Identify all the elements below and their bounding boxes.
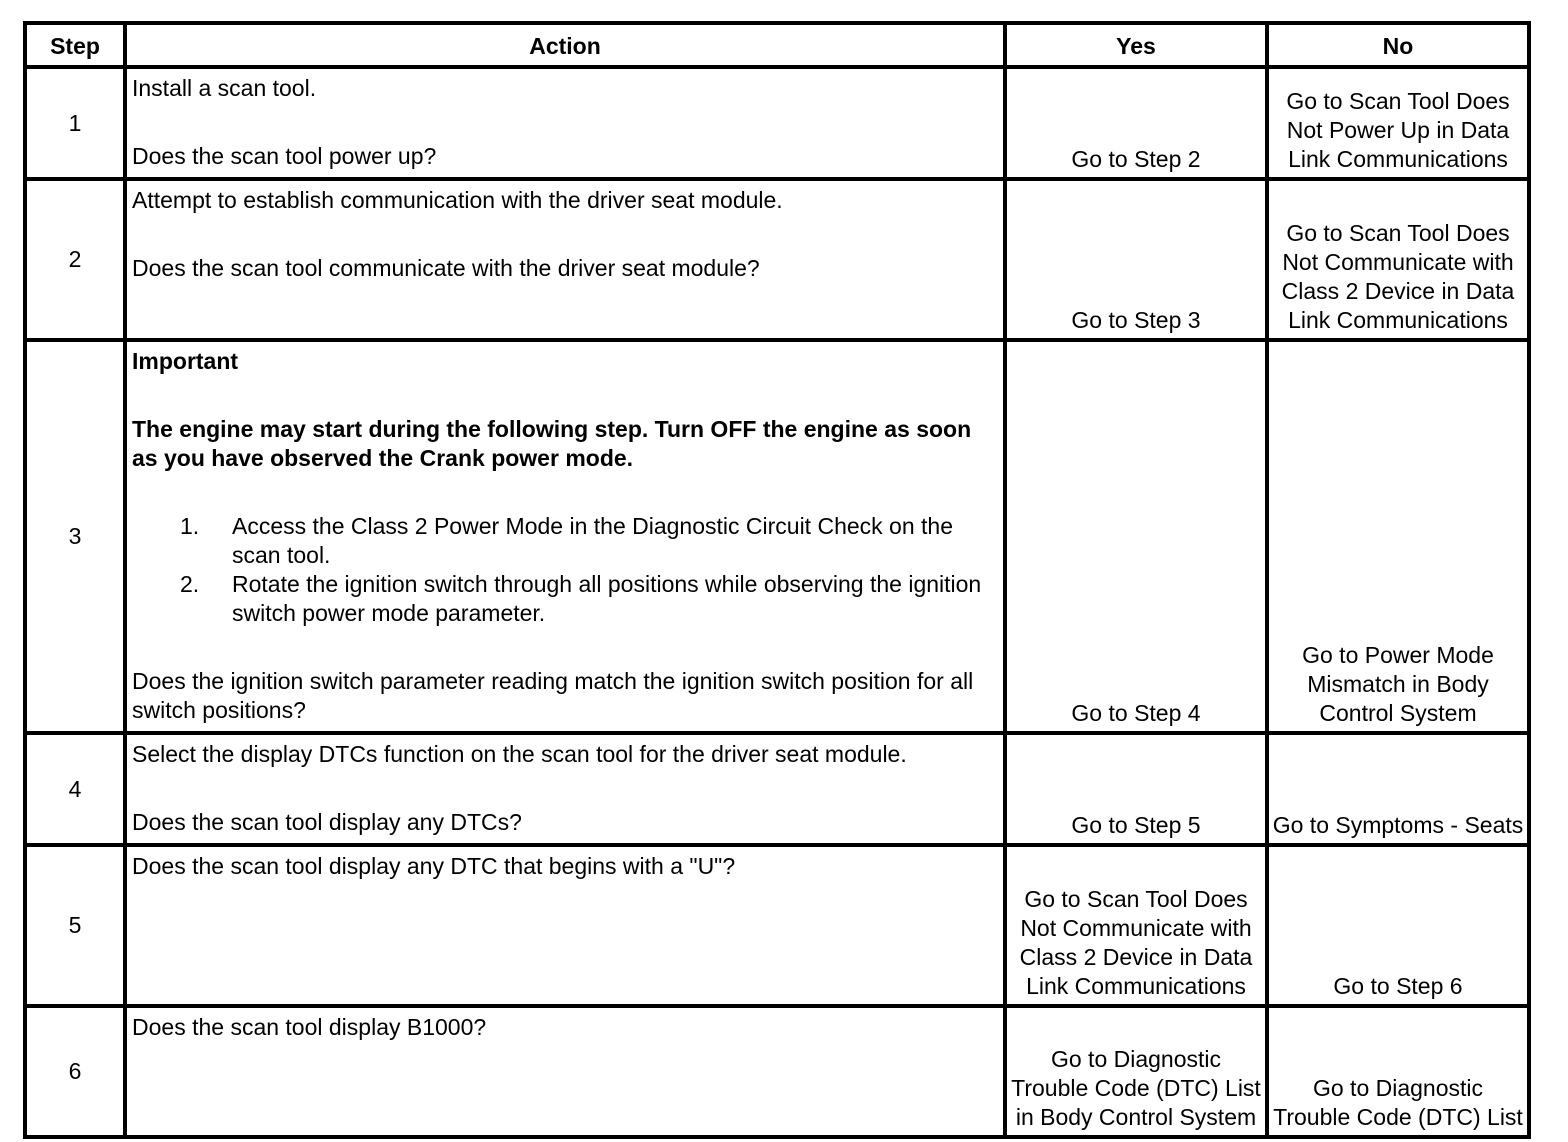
no-result: Go to Scan Tool Does Not Power Up in Data Link Communications <box>1267 67 1529 179</box>
action-instruction: Install a scan tool. <box>132 75 317 101</box>
table-row <box>25 733 1529 845</box>
table-row <box>25 179 1529 340</box>
no-result: Go to Symptoms - Seats <box>1267 733 1529 845</box>
action-cell <box>125 179 1005 340</box>
step-number: 1 <box>25 67 125 179</box>
important-title: Important <box>132 348 239 374</box>
substep-number: 2. <box>180 571 200 597</box>
no-result: Go to Scan Tool Does Not Communicate with Class 2 Device in Data Link Communications <box>1267 179 1529 340</box>
step-number: 2 <box>25 179 125 340</box>
header-yes: Yes <box>1005 23 1267 67</box>
action-cell <box>125 340 1005 733</box>
no-result: Go to Step 6 <box>1267 845 1529 1006</box>
action-question: Does the scan tool communicate with the driver seat module? <box>132 255 760 281</box>
action-question: Does the ignition switch parameter reading match the ignition switch position for all switch positions? <box>132 668 974 723</box>
substep-text: Rotate the ignition switch through all positions while observing the ignition switch power mode parameter. <box>232 571 982 626</box>
step-number: 4 <box>25 733 125 845</box>
yes-result: Go to Step 3 <box>1005 179 1267 340</box>
action-question: Does the scan tool display any DTC that begins with a "U"? <box>132 853 736 879</box>
action-question: Does the scan tool power up? <box>132 143 437 169</box>
list-item <box>180 570 997 628</box>
action-cell <box>125 1006 1005 1137</box>
table-row <box>25 340 1529 733</box>
action-question: Does the scan tool display B1000? <box>132 1014 487 1040</box>
important-text: The engine may start during the following step. Turn OFF the engine as soon as you have observed the Crank power mode. <box>132 416 972 471</box>
step-number: 5 <box>25 845 125 1006</box>
table-row <box>25 67 1529 179</box>
substep-text: Access the Class 2 Power Mode in the Diagnostic Circuit Check on the scan tool. <box>232 513 953 568</box>
action-instruction: Select the display DTCs function on the scan tool for the driver seat module. <box>132 741 907 767</box>
table-row <box>25 1006 1529 1137</box>
step-number: 3 <box>25 340 125 733</box>
action-question: Does the scan tool display any DTCs? <box>132 809 522 835</box>
action-cell <box>125 845 1005 1006</box>
action-instruction: Attempt to establish communication with the driver seat module. <box>132 187 783 213</box>
action-cell <box>125 67 1005 179</box>
action-cell <box>125 733 1005 845</box>
no-result: Go to Power Mode Mismatch in Body Control System <box>1267 340 1529 733</box>
yes-result: Go to Diagnostic Trouble Code (DTC) List in Body Control System <box>1005 1006 1267 1137</box>
list-item <box>180 512 997 570</box>
header-no: No <box>1267 23 1529 67</box>
step-number: 6 <box>25 1006 125 1137</box>
substep-number: 1. <box>180 513 200 539</box>
yes-result: Go to Step 4 <box>1005 340 1267 733</box>
header-action: Action <box>125 23 1005 67</box>
no-result: Go to Diagnostic Trouble Code (DTC) List <box>1267 1006 1529 1137</box>
table-row <box>25 845 1529 1006</box>
yes-result: Go to Scan Tool Does Not Communicate with Class 2 Device in Data Link Communications <box>1005 845 1267 1006</box>
header-step: Step <box>25 23 125 67</box>
diagnostic-document <box>23 21 1527 1139</box>
substep-list <box>132 512 997 628</box>
header-row <box>25 23 1529 67</box>
yes-result: Go to Step 2 <box>1005 67 1267 179</box>
diagnostic-table <box>23 21 1531 1139</box>
yes-result: Go to Step 5 <box>1005 733 1267 845</box>
